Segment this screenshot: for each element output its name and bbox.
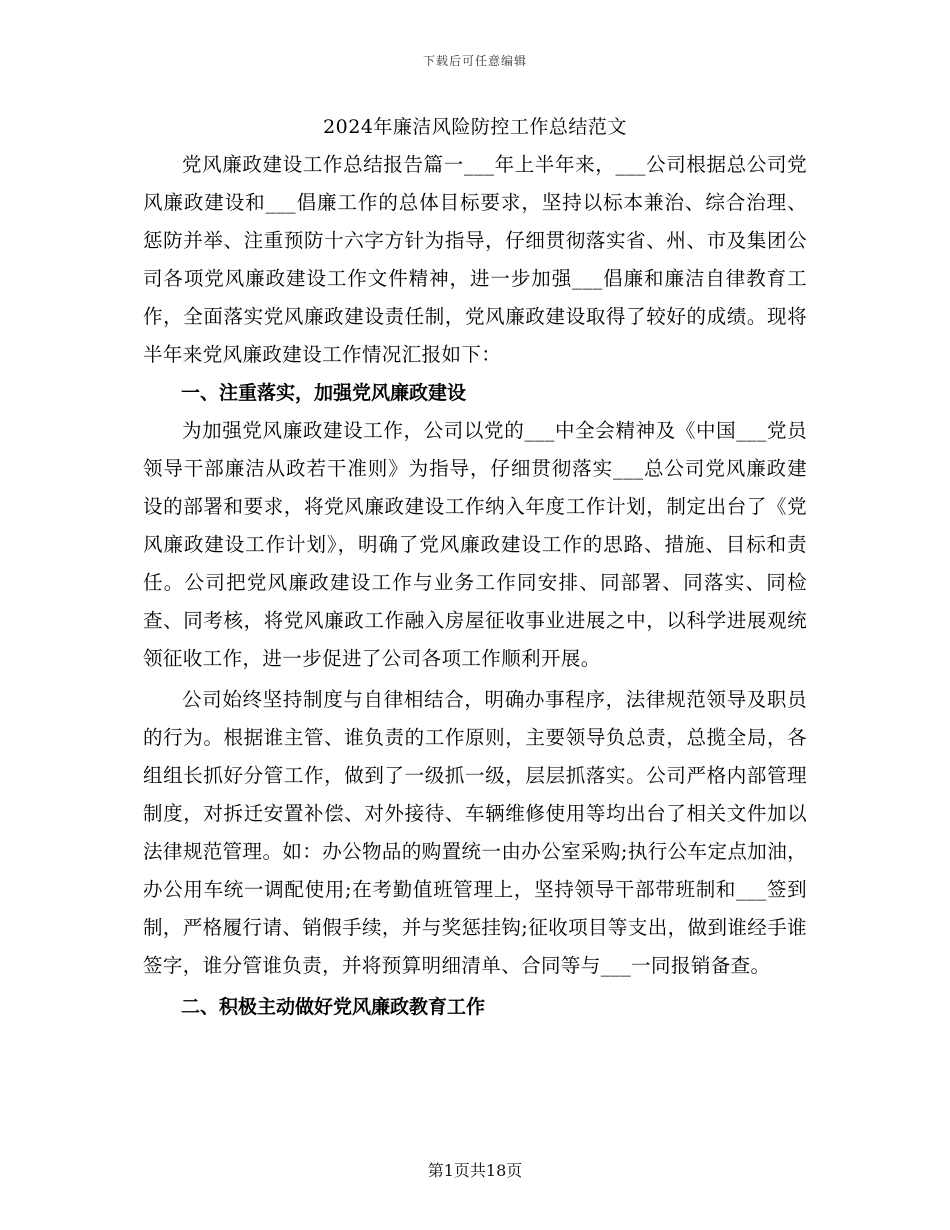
document-body [143, 112, 807, 1026]
section1-paragraph-2: 公司始终坚持制度与自律相结合，明确办事程序，法律规范领导及职员的行为。根据谁主管、谁负责的工作原则，主要领导负总责，总揽全局，各组组长抓好分管工作，做到了一级抓一级，层层抓落实。公司严格内部管理制度，对拆迁安置补偿、对外接待、车辆维修使用等均出台了相关文件加以法律规范管理。如：办公物品的购置统一由办公室采购;执行公车定点加油，办公用车统一调配使用;在考勤值班管理上，坚持领导干部带班制和___签到制，严格履行请、销假手续，并与奖惩挂钩;征收项目等支出，做到谁经手谁签字，谁分管谁负责，并将预算明细清单、合同等与___一同报销备查。 [143, 688, 807, 977]
page-header-note: 下载后可任意编辑 [422, 54, 527, 68]
intro-paragraph: 党风廉政建设工作总结报告篇一___年上半年来，___公司根据总公司党风廉政建设和___倡廉工作的总体目标要求，坚持以标本兼治、综合治理、惩防并举、注重预防十六字方针为指导，仔细贯彻落实省、州、市及集团公司各项党风廉政建设工作文件精神，进一步加强___倡廉和廉洁自律教育工作，全面落实党风廉政建设责任制，党风廉政建设取得了较好的成绩。现将半年来党风廉政建设工作情况汇报如下： [143, 153, 807, 366]
page-number: 第1页共18页 [427, 1161, 523, 1180]
section1-paragraph-1: 为加强党风廉政建设工作，公司以党的___中全会精神及《中国___党员领导干部廉洁从政若干准则》为指导，仔细贯彻落实___总公司党风廉政建设的部署和要求，将党风廉政建设工作纳入年度工作计划，制定出台了《党风廉政建设工作计划》，明确了党风廉政建设工作的思路、措施、目标和责任。公司把党风廉政建设工作与业务工作同安排、同部署、同落实、同检查、同考核，将党风廉政工作融入房屋征收事业进展之中，以科学进展观统领征收工作，进一步促进了公司各项工作顺利开展。 [143, 419, 807, 670]
section-heading-2: 二、积极主动做好党风廉政教育工作 [181, 996, 486, 1018]
document-title: 2024年廉洁风险防控工作总结范文 [323, 116, 627, 138]
section-heading-1: 一、注重落实，加强党风廉政建设 [181, 382, 467, 404]
